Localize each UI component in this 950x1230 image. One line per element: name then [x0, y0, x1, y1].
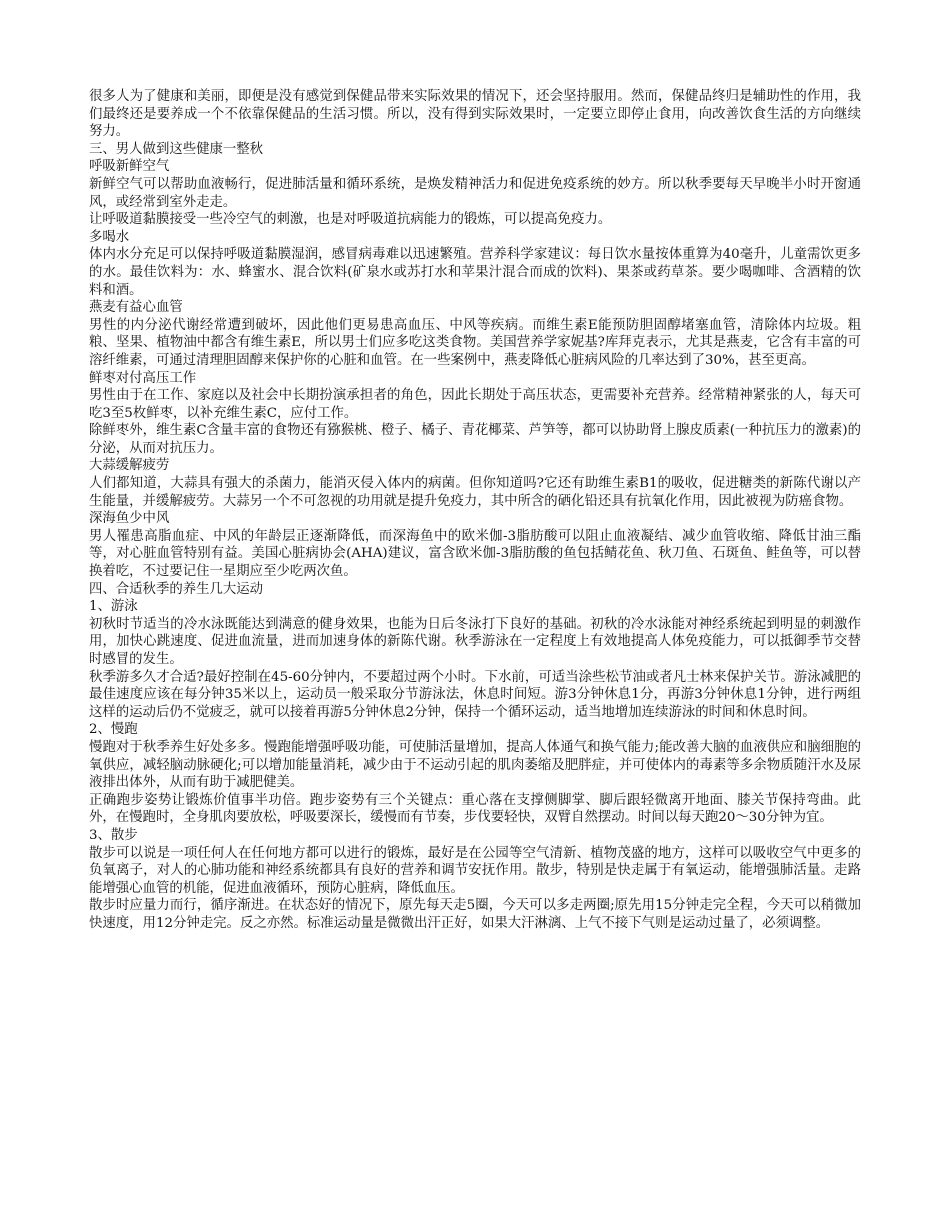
paragraph-garlic: 人们都知道，大蒜具有强大的杀菌力，能消灭侵入体内的病菌。但你知道吗?它还有助维生素B1的吸收，促进糖类的新陈代谢以产生能量，并缓解疲劳。大蒜另一个不可忽视的功用就是提升免疫力，其中所含的硒化铅还具有抗氧化作用，因此被视为防癌食物。 [89, 476, 861, 509]
subheading-deep-sea-fish: 深海鱼少中风 [89, 511, 170, 527]
paragraph-jogging: 慢跑对于秋季养生好处多多。慢跑能增强呼吸功能，可使肺活量增加，提高人体通气和换气能力;能改善大脑的血液供应和脑细胞的氧供应，减轻脑动脉硬化;可以增加能量消耗，减少由于不运动引起的肌肉萎缩及肥胖症，并可使体内的毒素等多余物质随汗水及尿液排出体外，从而有助于减肥健美。 [89, 739, 861, 791]
subheading-walking: 3、散步 [89, 827, 138, 843]
paragraph-dates: 男性由于在工作、家庭以及社会中长期扮演承担者的角色，因此长期处于高压状态，更需要补充营养。经常精神紧张的人，每天可吃3至5枚鲜枣，以补充维生素C，应付工作。 [89, 388, 861, 421]
subheading-jogging: 2、慢跑 [89, 722, 138, 738]
paragraph-walking-amount: 散步时应量力而行，循序渐进。在状态好的情况下，原先每天走5圈，今天可以多走两圈;原先用15分钟走完全程，今天可以稍微加快速度，用12分钟走完。反之亦然。标准运动量是微微出汗正好，如果大汗淋漓、上气不接下气则是运动过量了，必须调整。 [89, 898, 861, 931]
section-heading-men-autumn-health: 三、男人做到这些健康一整秋 [89, 141, 264, 157]
subheading-dates: 鲜枣对付高压工作 [89, 370, 197, 386]
subheading-swimming: 1、游泳 [89, 599, 138, 615]
paragraph-swimming-duration: 秋季游多久才合适?最好控制在45-60分钟内，不要超过两个小时。下水前，可适当涂些松节油或者凡士林来保护关节。游泳减肥的最佳速度应该在每分钟35米以上，运动员一般采取分节游泳法，休息时间短。游3分钟休息1分，再游3分钟休息1分钟，进行两组这样的运动后仍不觉疲乏，就可以接着再游5分钟休息2分钟，保持一个循环运动，适当地增加连续游泳的时间和休息时间。 [89, 669, 861, 720]
paragraph-oats: 男性的内分泌代谢经常遭到破坏，因此他们更易患高血压、中风等疾病。而维生素E能预防胆固醇堵塞血管，清除体内垃圾。粗粮、坚果、植物油中都含有维生素E，所以男士们应多吃这类食物。美国营养学家妮基?库拜克表示，尤其是燕麦，它含有丰富的可溶纤维素，可通过清理胆固醇来保护你的心脏和血管。在一些案例中，燕麦降低心脏病风险的几率达到了30%，甚至更高。 [89, 317, 861, 368]
paragraph-intro: 很多人为了健康和美丽，即便是没有感觉到保健品带来实际效果的情况下，还会坚持服用。然而，保健品终归是辅助性的作用，我们最终还是要养成一个不依靠保健品的生活习惯。所以，没有得到实际效果时，一定要立即停止食用，向改善饮食生活的方向继续努力。 [89, 89, 861, 140]
document-body [89, 88, 861, 933]
paragraph-vitamin-c: 除鲜枣外，维生素C含量丰富的食物还有猕猴桃、橙子、橘子、青花椰菜、芦笋等，都可以协助肾上腺皮质素(一种抗压力的激素)的分泌，从而对抗压力。 [89, 423, 861, 456]
subheading-oats: 燕麦有益心血管 [89, 300, 183, 316]
paragraph-swimming: 初秋时节适当的冷水泳既能达到满意的健身效果，也能为日后冬泳打下良好的基础。初秋的冷水泳能对神经系统起到明显的刺激作用，加快心跳速度、促进血流量，进而加速身体的新陈代谢。秋季游泳在一定程度上有效地提高人体免疫能力，可以抵御季节交替时感冒的发生。 [89, 616, 861, 667]
subheading-garlic: 大蒜缓解疲劳 [89, 458, 170, 474]
subheading-drink-water: 多喝水 [89, 229, 130, 245]
paragraph-cold-air: 让呼吸道黏膜接受一些冷空气的刺激，也是对呼吸道抗病能力的锻炼，可以提高免疫力。 [89, 212, 612, 228]
paragraph-fresh-air: 新鲜空气可以帮助血液畅行，促进肺活量和循环系统，是焕发精神活力和促进免疫系统的妙方。所以秋季要每天早晚半小时开窗通风，或经常到室外走走。 [89, 176, 861, 210]
subheading-fresh-air: 呼吸新鲜空气 [89, 159, 170, 175]
paragraph-walking: 散步可以说是一项任何人在任何地方都可以进行的锻炼，最好是在公园等空气清新、植物茂盛的地方，这样可以吸收空气中更多的负氧离子，对人的心肺功能和神经系统都具有良好的营养和调节安抚作用。散步，特别是快走属于有氧运动，能增强肺活量。走路能增强心血管的机能，促进血液循环，预防心脏病，降低血压。 [89, 845, 861, 896]
section-heading-autumn-exercise: 四、合适秋季的养生几大运动 [89, 581, 264, 597]
paragraph-jogging-posture: 正确跑步姿势让锻炼价值事半功倍。跑步姿势有三个关键点：重心落在支撑侧脚掌、脚后跟轻微离开地面、膝关节保持弯曲。此外，在慢跑时，全身肌肉要放松，呼吸要深长，缓慢而有节奏，步伐要轻快，双臂自然摆动。时间以每天跑20～30分钟为宜。 [89, 792, 861, 826]
paragraph-deep-sea-fish: 男人罹患高脂血症、中风的年龄层正逐渐降低，而深海鱼中的欧米伽-3脂肪酸可以阻止血液凝结、减少血管收缩、降低甘油三酯等，对心脏血管特别有益。美国心脏病协会(AHA)建议，富含欧米伽-3脂肪酸的鱼包括鲭花鱼、秋刀鱼、石斑鱼、鲑鱼等，可以替换着吃，不过要记住一星期应至少吃两次鱼。 [89, 528, 861, 580]
paragraph-drink-water: 体内水分充足可以保持呼吸道黏膜湿润，感冒病毒难以迅速繁殖。营养科学家建议：每日饮水量按体重算为40毫升，儿童需饮更多的水。最佳饮料为：水、蜂蜜水、混合饮料(矿泉水或苏打水和苹果汁混合而成的饮料)、果茶或药草茶。要少喝咖啡、含酒精的饮料和酒。 [89, 247, 861, 298]
